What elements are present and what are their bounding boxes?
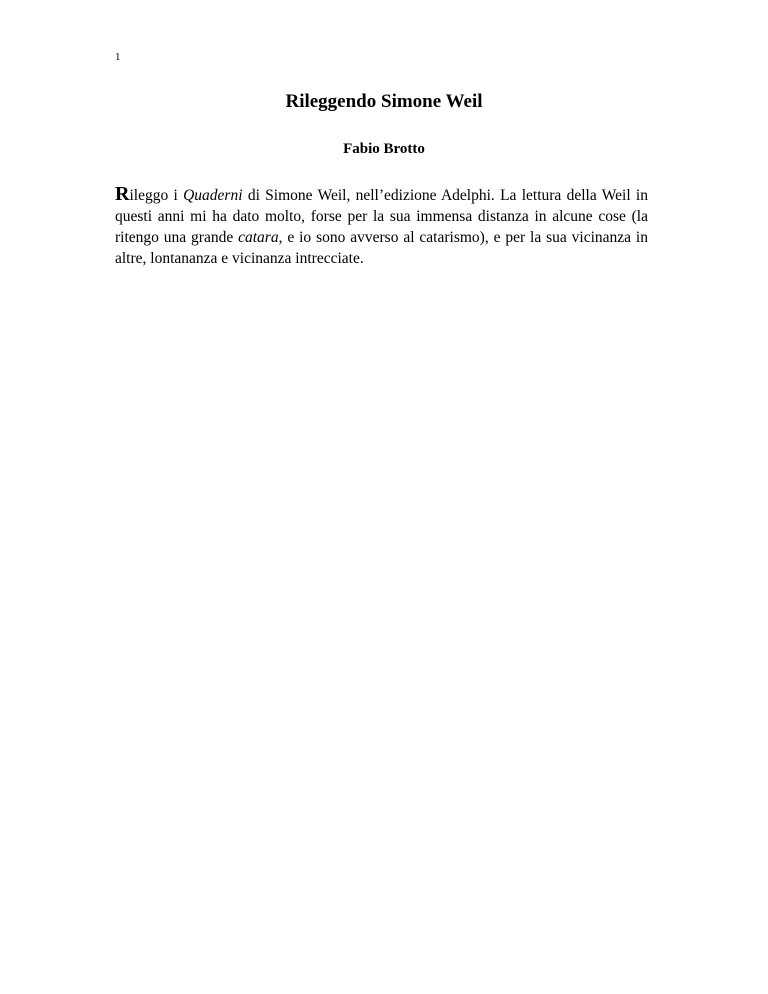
paragraph-text-3: , e io sono avverso al catarismo), e per la sua vicinanza in altre, lontananza e vicinanza intrecciate. [115,229,648,267]
document-title: Rileggendo Simone Weil [285,91,483,112]
paragraph-text-1: ileggo i [129,187,184,204]
body-paragraph [115,184,648,269]
initial-letter: R [115,183,130,205]
author-name: Fabio Brotto [343,141,425,157]
italic-work-title: Quaderni [183,187,243,204]
page-number: 1 [115,51,121,63]
paragraph-text-2: di Simone Weil, nell’edizione Adelphi. La lettura della Weil in questi anni mi ha dato molto, forse per la sua immensa distanza in alcune cose (la ritengo una grande [115,187,648,246]
italic-term: catara [238,229,279,246]
